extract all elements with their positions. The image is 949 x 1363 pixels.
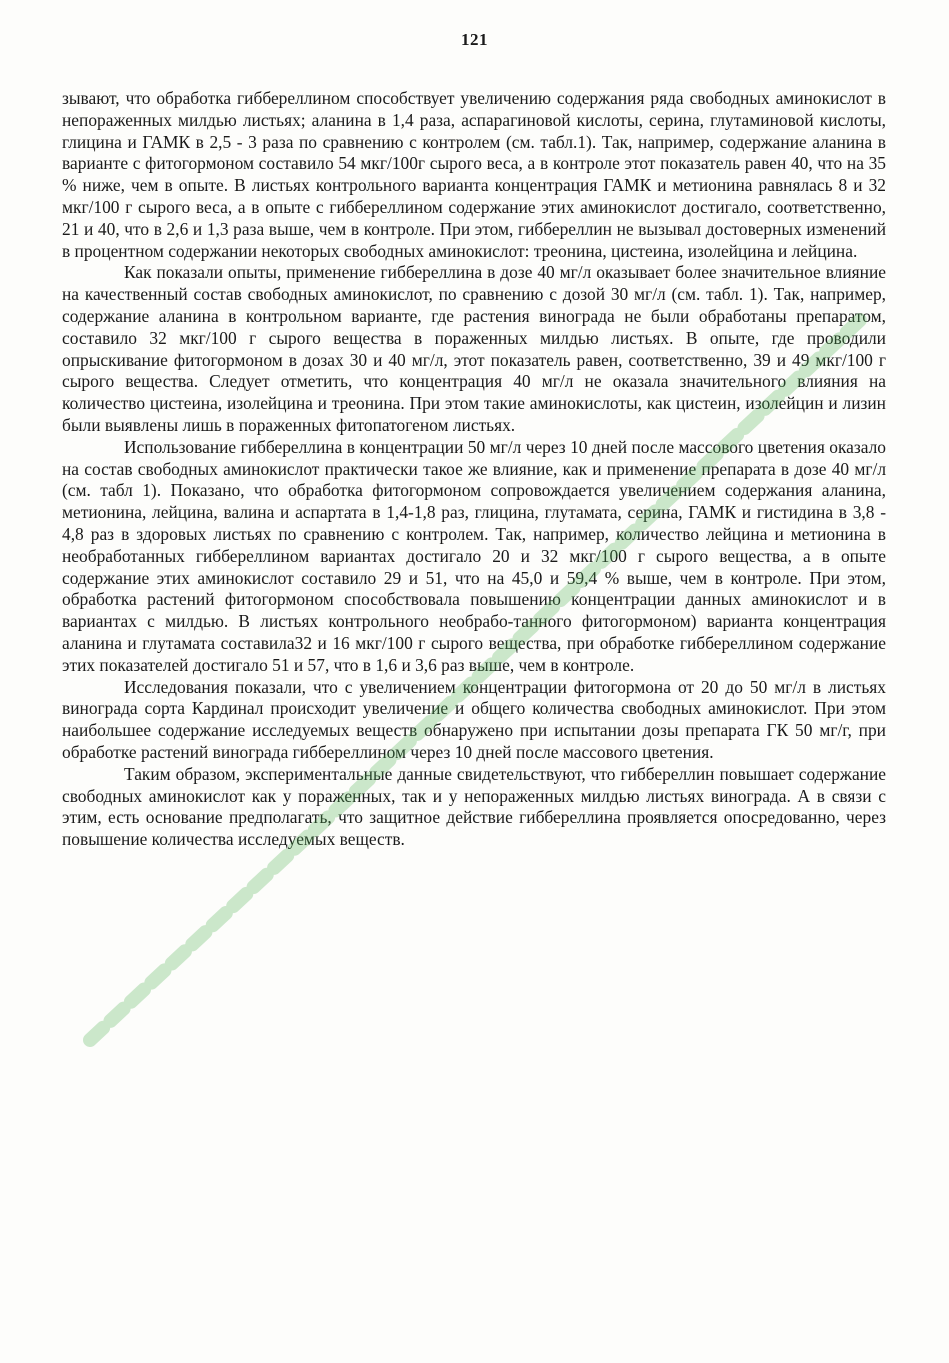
paragraph-5: Таким образом, экспериментальные данные свидетельствуют, что гиббереллин повышает содержание свободных аминокислот как у пораженных, так и у непораженных милдью листьях винограда. А в связи с этим, есть основание предполагать, что защитное действие гиббереллина проявляется опосредованно, через повышение количества исследуемых веществ. [62, 763, 886, 850]
paragraph-2: Как показали опыты, применение гиббереллина в дозе 40 мг/л оказывает более значительное влияние на качественный состав свободных аминокислот, по сравнению с дозой 30 мг/л (см. табл. 1). Так, например, содержание аланина в контрольном варианте, где растения винограда не были обработаны препаратом, составило 32 мкг/100 г сырого вещества в пораженных милдью листьях. В опыте, где проводили опрыскивание фитогормоном в дозах 30 и 40 мг/л, этот показатель равен, соответственно, 39 и 49 мкг/100 г сырого вещества. Следует отметить, что концентрация 40 мг/л не оказала значительного влияния на количество цистеина, изолейцина и треонина. При этом такие аминокислоты, как цистеин, изолейцин и лизин были выявлены лишь в пораженных фитопатогеном листьях. [62, 262, 886, 435]
page-number: 121 [461, 30, 488, 49]
body-text [62, 88, 886, 851]
paragraph-4: Исследования показали, что с увеличением концентрации фитогормона от 20 до 50 мг/л в листьях винограда сорта Кардинал происходит увеличение и общего количества свободных аминокислот. При этом наибольшее содержание исследуемых веществ обнаружено при испытании дозы препарата ГК 50 мг/г, при обработке растений винограда гиббереллином через 10 дней после массового цветения. [62, 676, 886, 762]
paragraph-1: зывают, что обработка гиббереллином способствует увеличению содержания ряда свободных аминокислот в непораженных милдью листьях; аланина в 1,4 раза, аспарагиновой кислоты, серина, глутаминовой кислоты, глицина и ГАМК в 2,5 - 3 раза по сравнению с контролем (см. табл.1). Так, например, содержание аланина в варианте с фитогормоном составило 54 мкг/100г сырого веса, а в контроле этот показатель равен 40, что на 35 % ниже, чем в опыте. В листьях контрольного варианта концентрация ГАМК и метионина равнялась 8 и 32 мкг/100 г сырого веса, а в опыте с гиббереллином содержание этих аминокислот достигало, соответственно, 21 и 40, что в 2,6 и 1,3 раза выше, чем в контроле. При этом, гиббереллин не вызывал достоверных изменений в процентном содержании некоторых свободных аминокислот: треонина, цистеина, изолейцина и лейцина. [62, 88, 886, 261]
paragraph-3: Использование гиббереллина в концентрации 50 мг/л через 10 дней после массового цветения оказало на состав свободных аминокислот практически такое же влияние, как и применение препарата в дозе 40 мг/л (см. табл 1). Показано, что обработка фитогормоном сопровождается увеличением содержания аланина, метионина, лейцина, валина и аспартата в 1,4-1,8 раз, глицина, глутамата, серина, ГАМК и гистидина в 3,8 - 4,8 раз в здоровых листьях по сравнению с контролем. Так, например, количество лейцина и метионина в необработанных гиббереллином вариантах достигало 20 и 32 мкг/100 г сырого вещества, а в опыте содержание этих аминокислот составило 29 и 51, что на 45,0 и 59,4 % выше, чем в контроле. При этом, обработка растений фитогормоном способствовала повышению концентрации данных аминокислот и в вариантах с милдью. В листьях контрольного необрабо-танного фитогормоном) варианта концентрация аланина и глутамата составила32 и 16 мкг/100 г сырого вещества, при обработке гиббереллином содержание этих показателей достигало 51 и 57, что в 1,6 и 3,6 раз выше, чем в контроле. [62, 436, 886, 675]
